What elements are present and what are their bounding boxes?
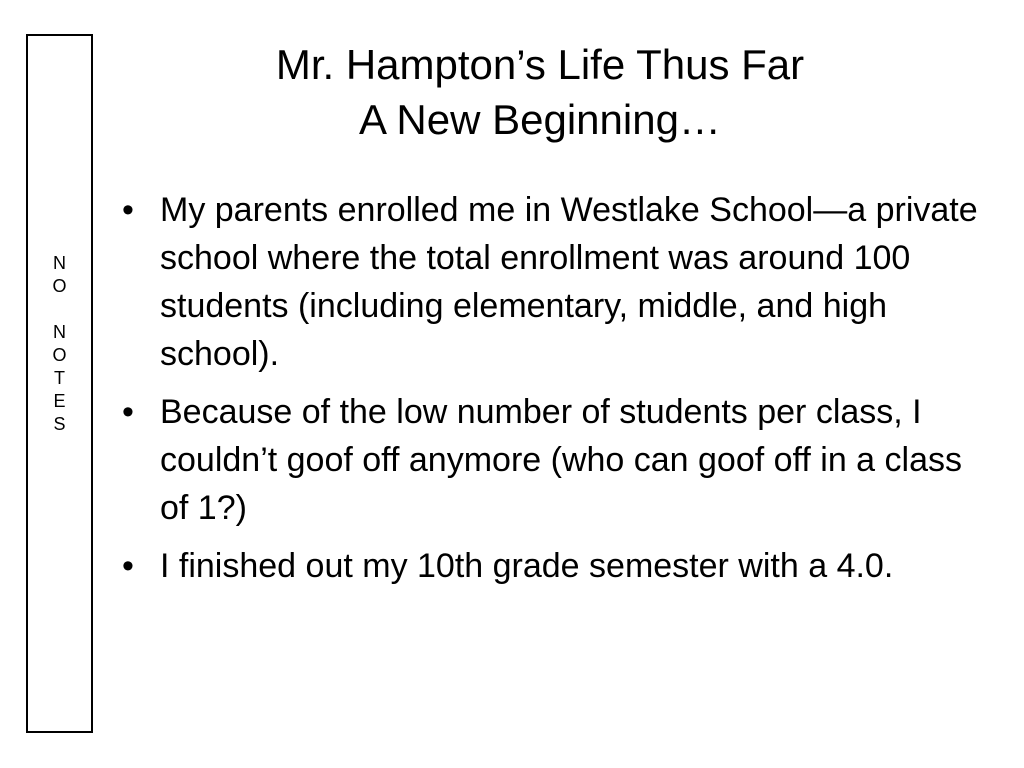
bullet-item-2: • Because of the low number of students per class, I couldn’t goof off anymore (who can goof off in a class of 1?) bbox=[118, 388, 978, 532]
bullet-item-3: • I finished out my 10th grade semester with a 4.0. bbox=[118, 542, 978, 590]
title-line-1: Mr. Hampton’s Life Thus Far bbox=[275, 41, 805, 88]
bullet-list bbox=[118, 186, 978, 600]
no-notes-box bbox=[26, 34, 93, 733]
slide-title bbox=[130, 37, 950, 147]
bullet-item-1: • My parents enrolled me in Westlake School—a private school where the total enrollment was around 100 students (including elementary, middle, and high school). bbox=[118, 186, 978, 378]
title-line-2: A New Beginning… bbox=[359, 96, 721, 143]
no-notes-label: N O N O T E S bbox=[52, 253, 67, 434]
